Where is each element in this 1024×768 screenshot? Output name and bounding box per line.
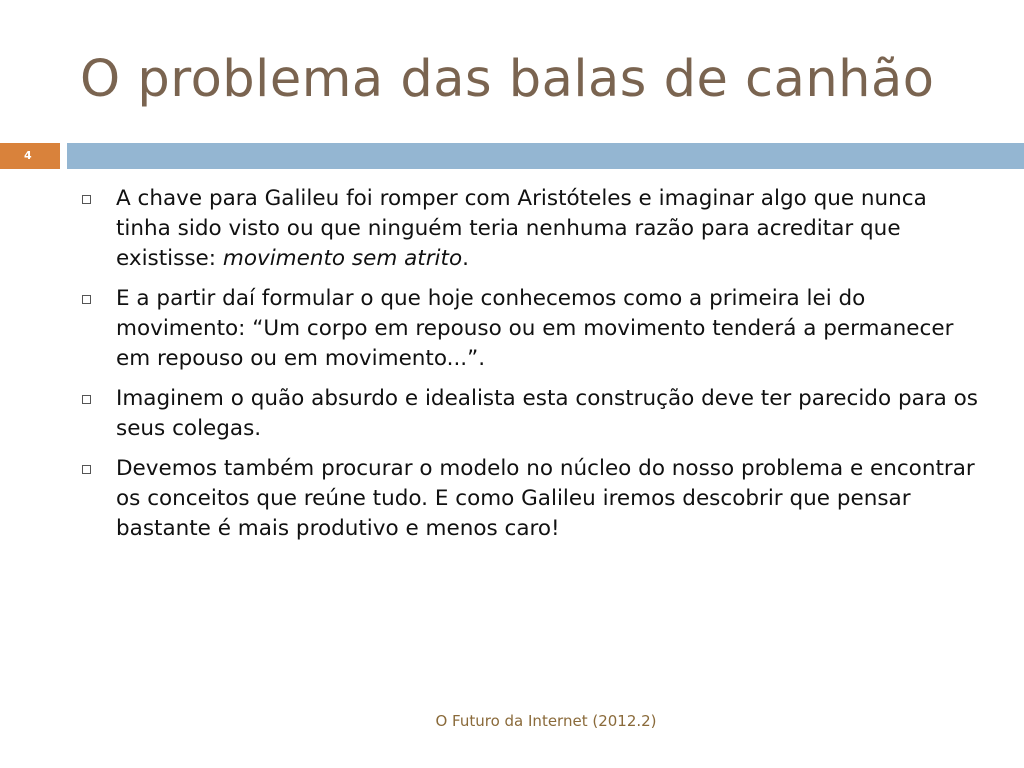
bullet-list: [80, 184, 980, 554]
bullet-text: E a partir daí formular o que hoje conhecemos como a primeira lei do movimento: “Um corpo em repouso ou em movimento tenderá a permanecer em repouso ou em movimento...”.: [116, 286, 954, 371]
bullet-text: Devemos também procurar o modelo no núcleo do nosso problema e encontrar os conceitos que reúne tudo. E como Galileu iremos descobrir que pensar bastante é mais produtivo e menos caro!: [116, 456, 975, 541]
square-bullet-icon: [82, 295, 91, 304]
page-number: 4: [0, 143, 60, 169]
slide-footer: O Futuro da Internet (2012.2): [435, 712, 657, 730]
bullet-item: [80, 184, 980, 274]
bullet-text: A chave para Galileu foi romper com Aristóteles e imaginar algo que nunca tinha sido visto ou que ninguém teria nenhuma razão para acreditar que existisse: movimento sem atrito.: [116, 186, 927, 271]
bullet-text: Imaginem o quão absurdo e idealista esta construção deve ter parecido para os seus colegas.: [116, 386, 978, 441]
square-bullet-icon: [82, 465, 91, 474]
title-divider-bar: [67, 143, 1024, 169]
slide-title: O problema das balas de canhão: [80, 50, 935, 109]
bullet-item: [80, 284, 980, 374]
emphasis-text: movimento sem atrito: [222, 246, 463, 271]
square-bullet-icon: [82, 395, 91, 404]
square-bullet-icon: [82, 195, 91, 204]
bullet-item: [80, 384, 980, 444]
bullet-item: [80, 454, 980, 544]
